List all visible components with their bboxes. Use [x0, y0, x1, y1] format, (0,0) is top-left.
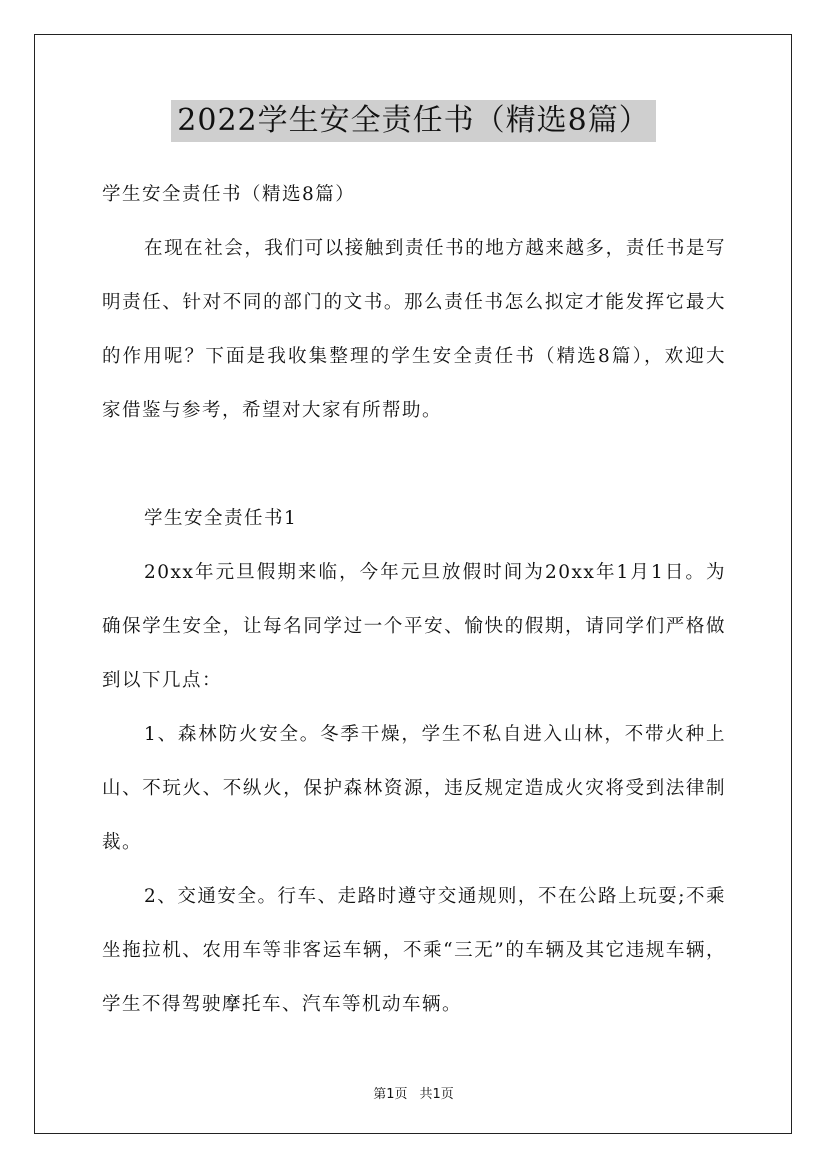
document-body — [102, 168, 726, 1032]
body-paragraph: 2、交通安全。行车、走路时遵守交通规则，不在公路上玩耍;不乘坐拖拉机、农用车等非客运车辆，不乘“三无”的车辆及其它违规车辆，学生不得驾驶摩托车、汽车等机动车辆。 — [102, 886, 726, 1015]
intro-heading: 学生安全责任书（精选8篇） — [102, 184, 356, 205]
section-heading: 学生安全责任书1 — [144, 508, 298, 529]
body-paragraph: 20xx年元旦假期来临，今年元旦放假时间为20xx年1月1日。为确保学生安全，让每名同学过一个平安、愉快的假期，请同学们严格做到以下几点： — [102, 562, 726, 691]
title-container — [0, 100, 827, 142]
page-total: 共1页 — [419, 1087, 454, 1102]
body-paragraph: 1、森林防火安全。冬季干燥，学生不私自进入山林，不带火种上山、不玩火、不纵火，保护森林资源，违反规定造成火灾将受到法律制裁。 — [102, 724, 726, 853]
page-footer — [0, 1083, 827, 1102]
page-number: 第1页 — [373, 1087, 408, 1102]
intro-paragraph: 在现在社会，我们可以接触到责任书的地方越来越多，责任书是写明责任、针对不同的部门的文书。那么责任书怎么拟定才能发挥它最大的作用呢？下面是我收集整理的学生安全责任书（精选8篇），欢迎大家借鉴与参考，希望对大家有所帮助。 — [102, 238, 726, 421]
document-title: 2022学生安全责任书（精选8篇） — [171, 100, 655, 142]
